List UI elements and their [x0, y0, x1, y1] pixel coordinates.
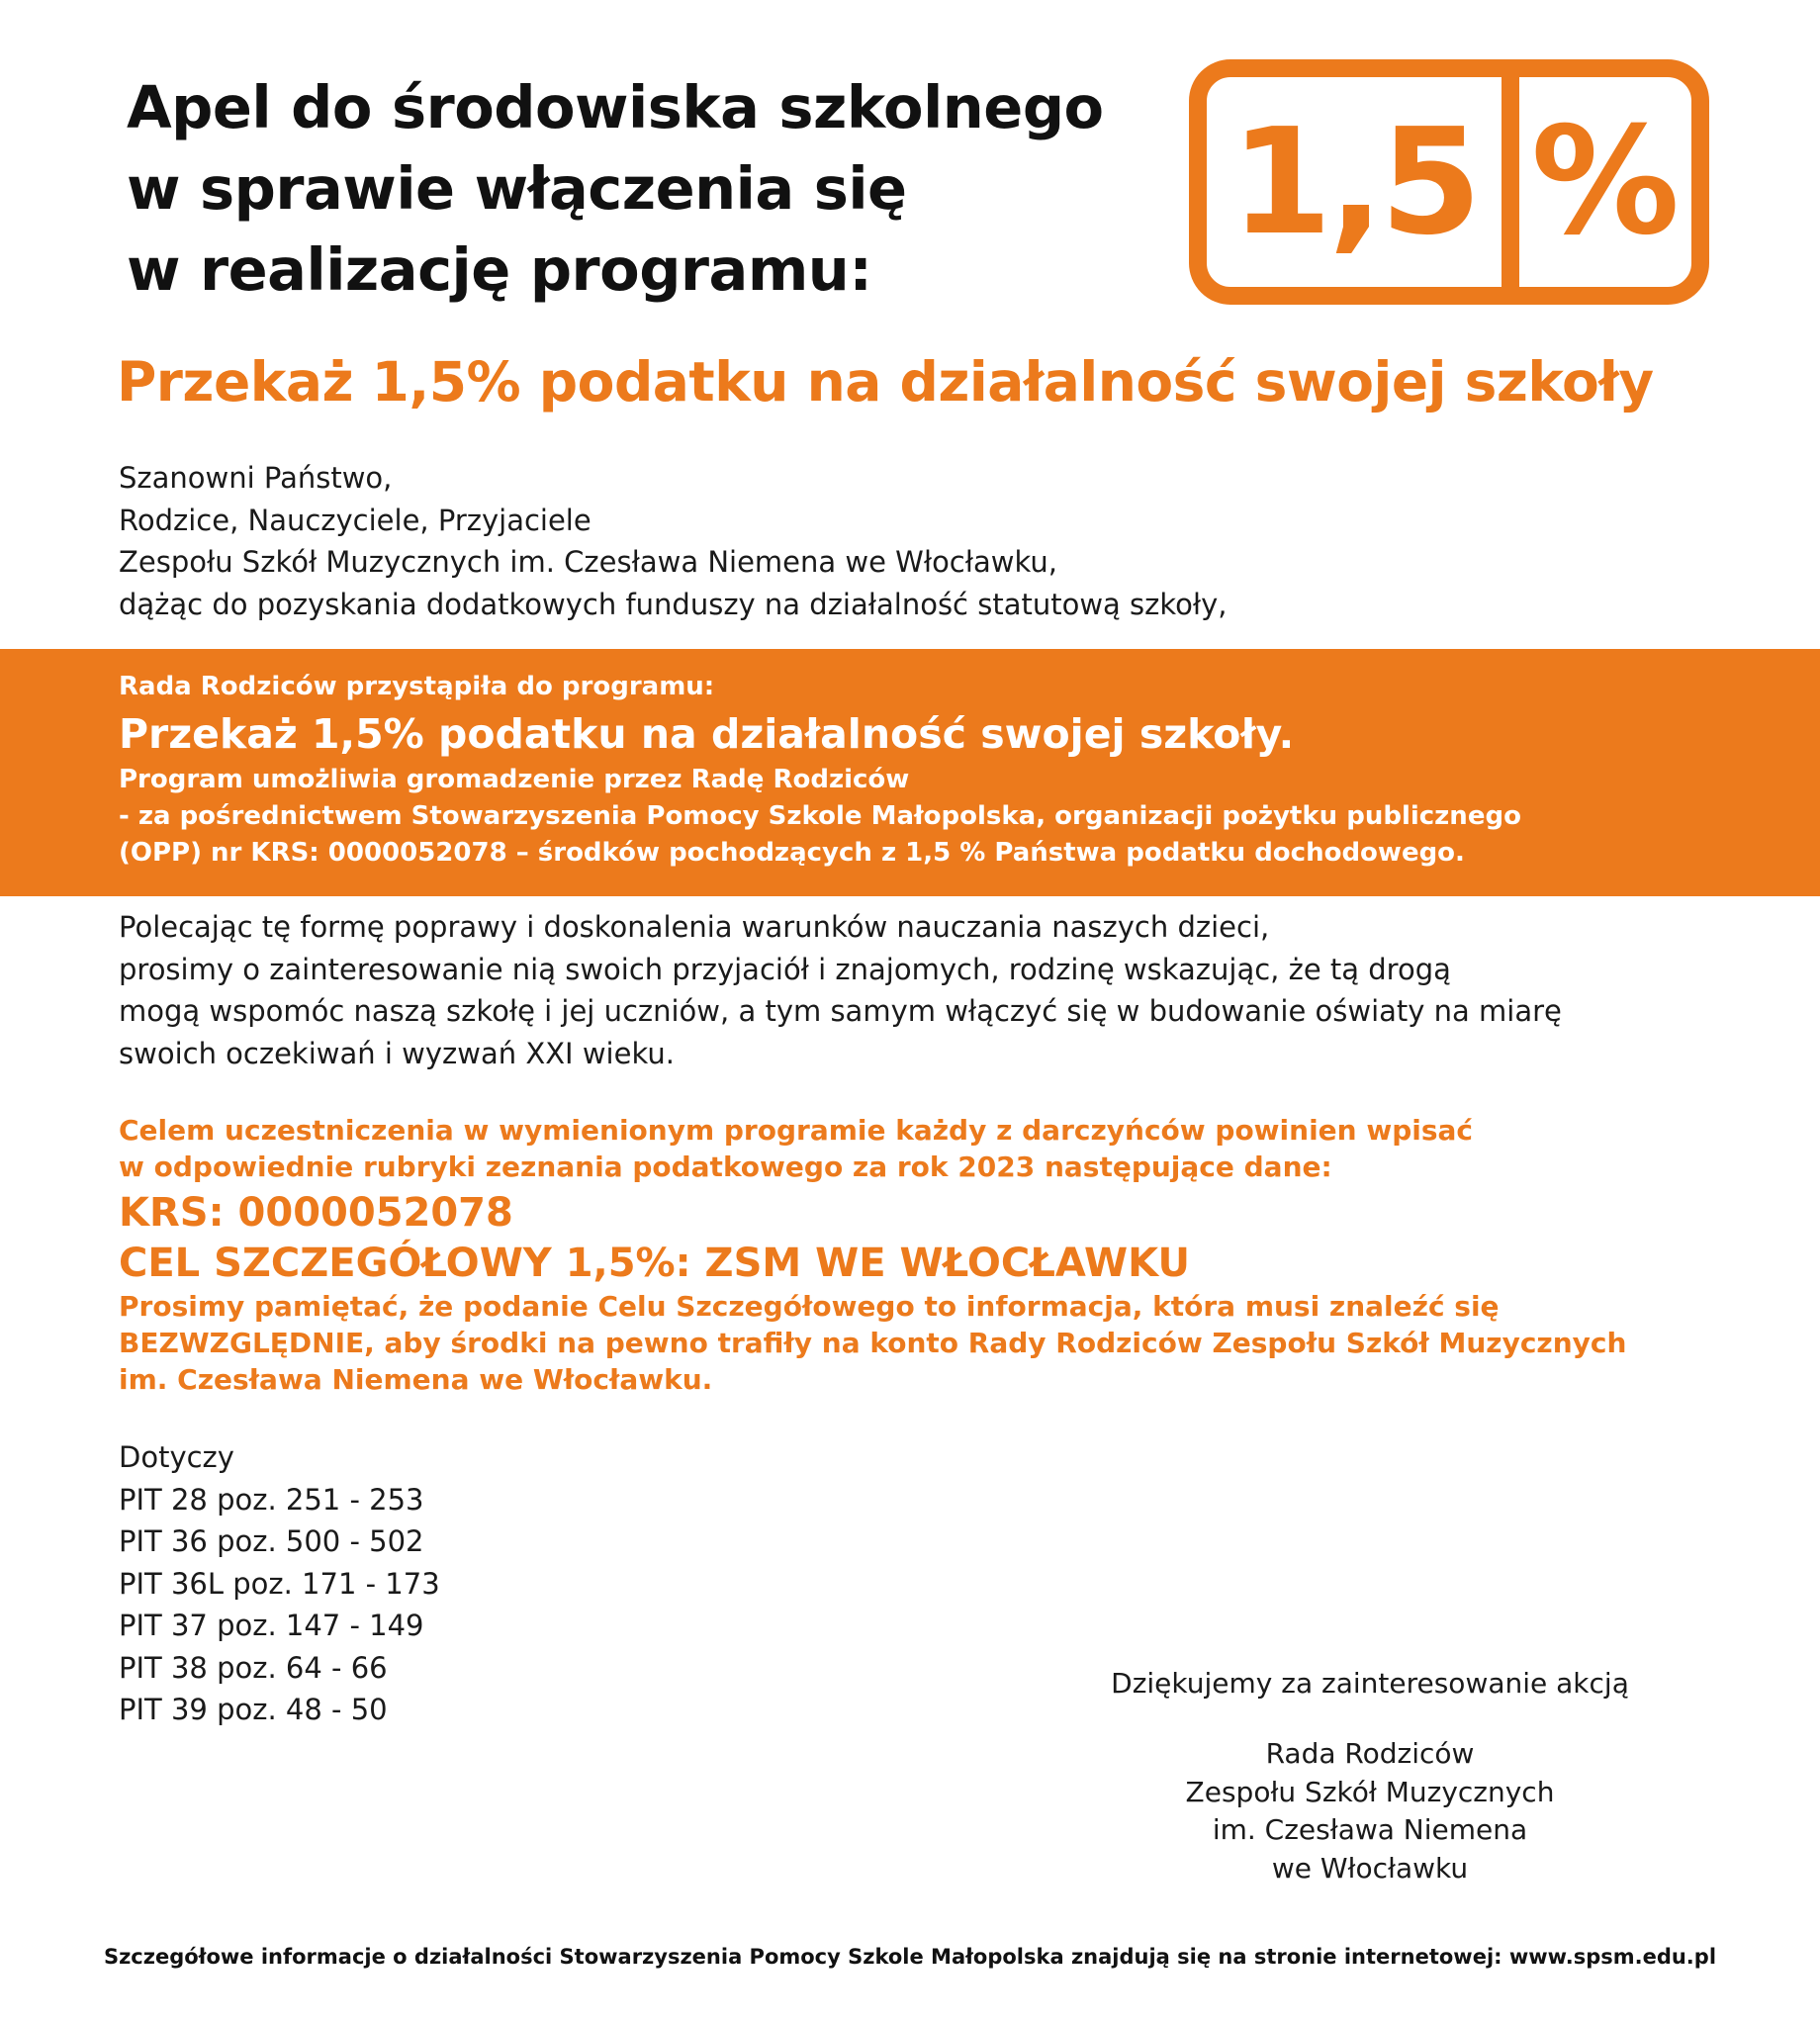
greeting-line: Szanowni Państwo, — [119, 461, 393, 495]
logo-divider — [1502, 77, 1519, 287]
greeting-paragraph — [119, 457, 1701, 625]
thanks-text: Dziękujemy za zainteresowanie akcją — [1111, 1667, 1629, 1700]
pit-heading: Dotyczy — [119, 1440, 234, 1474]
signature-line: we Włocławku — [1271, 1851, 1469, 1885]
signature-block — [1048, 1664, 1691, 1888]
instructions-intro-line: w odpowiednie rubryki zeznania podatkowego za rok 2023 następujące dane: — [119, 1151, 1332, 1183]
greeting-line: Zespołu Szkół Muzycznych im. Czesława Niemena we Włocławku, — [119, 545, 1057, 579]
pit-item: PIT 38 poz. 64 - 66 — [119, 1650, 388, 1685]
instructions-note-line: im. Czesława Niemena we Włocławku. — [119, 1363, 713, 1396]
greeting-line: dążąc do pozyskania dodatkowych funduszy na działalność statutową szkoły, — [119, 587, 1228, 621]
pit-item: PIT 37 poz. 147 - 149 — [119, 1609, 424, 1642]
appeal-line: mogą wspomóc naszą szkołę i jej uczniów, a tym samym włączyć się w budowanie oświaty na miarę — [119, 994, 1562, 1028]
instructions-note-line: BEZWZGLĘDNIE, aby środki na pewno trafiły na konto Rady Rodziców Zespołu Szkół Muzycznych — [119, 1327, 1627, 1359]
tax-instructions — [119, 1112, 1721, 1398]
program-subtitle: Przekaż 1,5% podatku na działalność swojej szkoły — [117, 350, 1654, 414]
signature-lines — [1048, 1735, 1691, 1888]
instructions-note — [119, 1288, 1721, 1398]
appeal-line: prosimy o zainteresowanie nią swoich przyjaciół i znajomych, rodzinę wskazując, że tą drogą — [119, 952, 1451, 986]
banner-body-line: - za pośrednictwem Stowarzyszenia Pomocy Szkole Małopolska, organizacji pożytku publicznego — [119, 801, 1521, 831]
one-and-half-percent-logo — [1189, 59, 1709, 305]
banner-headline: Przekaż 1,5% podatku na działalność swojej szkoły. — [119, 710, 1295, 758]
appeal-paragraph — [119, 906, 1721, 1074]
specific-purpose: CEL SZCZEGÓŁOWY 1,5%: ZSM WE WŁOCŁAWKU — [119, 1241, 1190, 1286]
pit-item: PIT 28 poz. 251 - 253 — [119, 1482, 424, 1517]
logo-percent-sign: % — [1530, 96, 1681, 268]
instructions-intro-line: Celem uczestniczenia w wymienionym programie każdy z darczyńców powinien wpisać — [119, 1114, 1474, 1147]
footer-note: Szczegółowe informacje o działalności Stowarzyszenia Pomocy Szkole Małopolska znajdują się na stronie internetowej: www.spsm.edu.pl — [103, 1945, 1717, 1969]
title-line: Apel do środowiska szkolnego — [127, 73, 1104, 141]
signature-line: im. Czesława Niemena — [1212, 1813, 1528, 1846]
pit-item: PIT 36L poz. 171 - 173 — [119, 1566, 440, 1601]
appeal-line: Polecając tę formę poprawy i doskonalenia warunków nauczania naszych dzieci, — [119, 910, 1270, 944]
instructions-intro — [119, 1112, 1721, 1185]
banner-intro: Rada Rodziców przystąpiła do programu: — [119, 672, 715, 701]
signature-line: Zespołu Szkół Muzycznych — [1185, 1775, 1555, 1808]
banner-body — [119, 762, 1521, 872]
title-line: w sprawie włączenia się — [127, 154, 907, 223]
pit-item: PIT 36 poz. 500 - 502 — [119, 1524, 424, 1558]
appeal-line: swoich oczekiwań i wyzwań XXI wieku. — [119, 1036, 675, 1070]
signature-line: Rada Rodziców — [1265, 1737, 1475, 1770]
pit-forms-list — [119, 1436, 712, 1731]
logo-number: 1,5 — [1229, 97, 1479, 267]
banner-body-line: (OPP) nr KRS: 0000052078 – środków pochodzących z 1,5 % Państwa podatku dochodowego. — [119, 838, 1465, 868]
krs-number: KRS: 0000052078 — [119, 1190, 513, 1236]
title-line: w realizację programu: — [127, 235, 872, 304]
greeting-line: Rodzice, Nauczyciele, Przyjaciele — [119, 503, 592, 537]
pit-item: PIT 39 poz. 48 - 50 — [119, 1693, 388, 1726]
banner-body-line: Program umożliwia gromadzenie przez Radę Rodziców — [119, 765, 910, 794]
program-banner — [0, 649, 1820, 896]
instructions-note-line: Prosimy pamiętać, że podanie Celu Szczegółowego to informacja, która musi znaleźć się — [119, 1290, 1500, 1323]
page-title — [127, 67, 1175, 311]
